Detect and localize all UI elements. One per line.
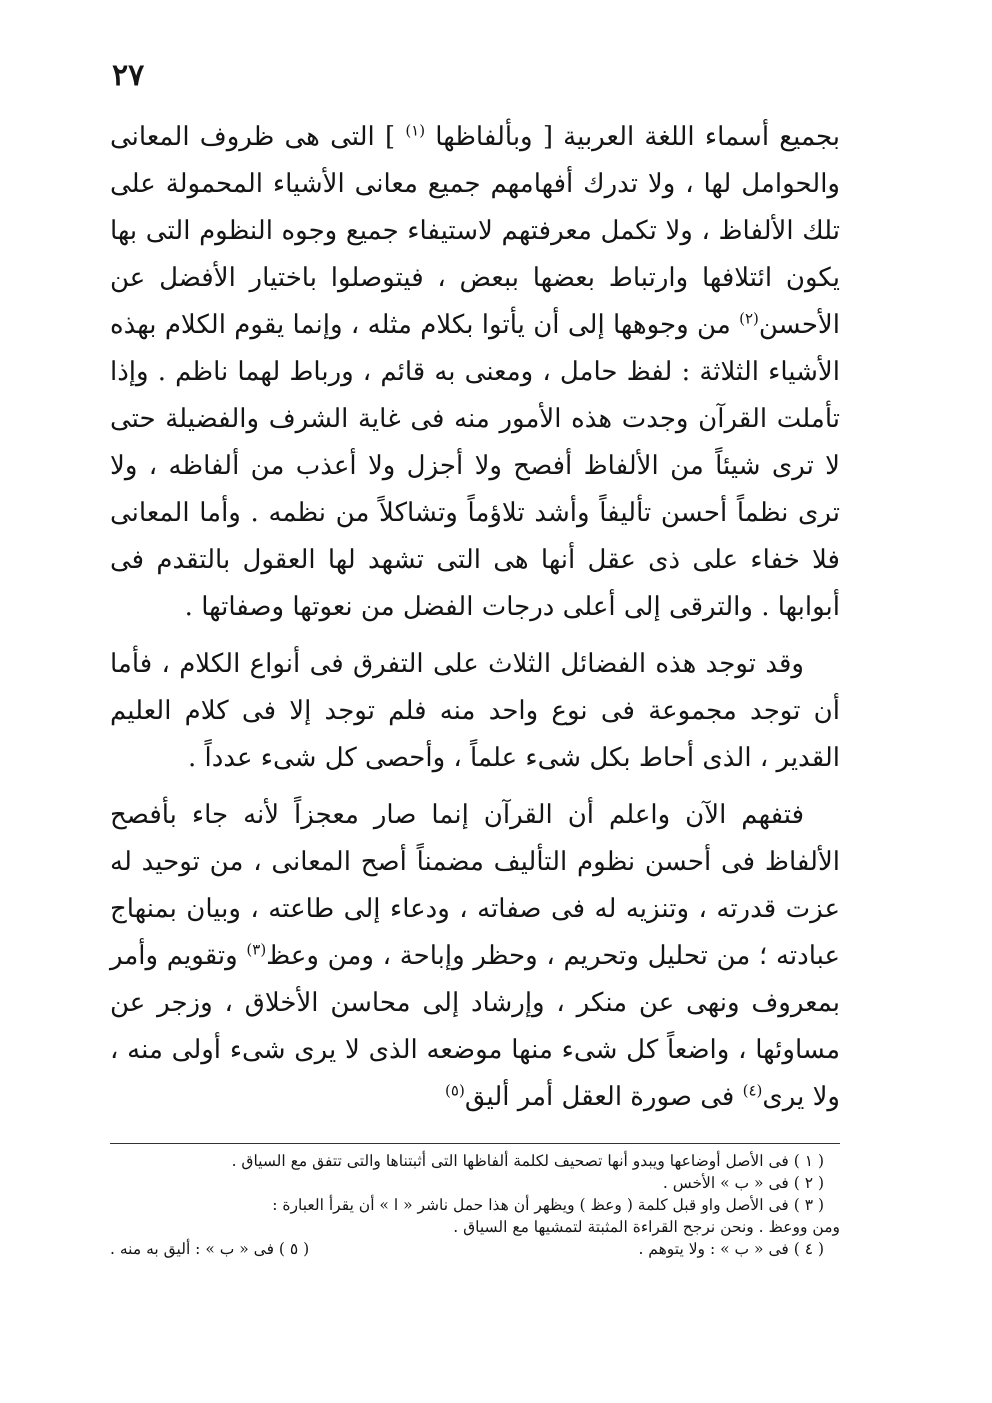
- footnote-5: ( ٥ ) فى « ب » : أليق به منه .: [110, 1240, 310, 1258]
- footnotes-4-5: [110, 1238, 840, 1260]
- footnote-ref-5: (٥): [445, 1081, 465, 1100]
- footnote-ref-4: (٤): [742, 1081, 763, 1100]
- page-number: ٢٧: [112, 58, 145, 93]
- footnotes: [110, 1150, 840, 1260]
- footnote-2: ( ٢ ) فى « ب » الأخس .: [662, 1174, 824, 1192]
- paragraph-2: وقد توجد هذه الفضائل الثلاث على التفرق فى أنواع الكلام ، فأما أن توجد مجموعة فى نوع واحد منه فلم توجد إلا فى كلام العليم القدير ، الذى أحاط بكل شىء علماً ، وأحصى كل شىء عدداً .: [110, 649, 840, 773]
- paragraph-text: ] التى هى ظروف المعانى والحوامل لها ، ولا تدرك أفهامهم جميع معانى الأشياء المحمولة على تلك الألفاظ ، ولا تكمل معرفتهم لاستيفاء جميع وجوه النظوم التى بها يكون ائتلافها وارتباط بعضها ببعض ، فيتوصلوا باختيار الأفضل عن الأحسن: [110, 122, 840, 340]
- footnote-3: ( ٣ ) فى الأصل واو قبل كلمة ( وعظ ) ويظهر أن هذا حمل ناشر « ا » أن يقرأ العبارة :: [272, 1196, 824, 1214]
- paragraph-1: [110, 114, 840, 631]
- footnote-4: ( ٤ ) فى « ب » : ولا يتوهم .: [638, 1240, 824, 1258]
- footnote-ref-3: (٣): [246, 940, 267, 959]
- footnote-1: ( ١ ) فى الأصل أوضاعها ويبدو أنها تصحيف لكلمة ألفاظها التى أثبتناها والتى تتفق مع السياق .: [231, 1152, 824, 1170]
- paragraph-text: من وجوهها إلى أن يأتوا بكلام مثله ، وإنما يقوم الكلام بهذه الأشياء الثلاثة : لفظ حامل ، ومعنى به قائم ، ورباط لهما ناظم . وإذا تأملت القرآن وجدت هذه الأمور منه فى غاية الشرف والفضيلة حتى لا ترى شيئاً من الألفاظ أفصح ولا أجزل ولا أعذب من ألفاظه ، ولا ترى نظماً أحسن تأليفاً وأشد تلاؤماً وتشاكلاً من نظمه . وأما المعانى فلا خفاء على ذى عقل أنها هى التى تشهد لها العقول بالتقدم فى أبوابها . والترقى إلى أعلى درجات الفضل من نعوتها وصفاتها .: [110, 310, 840, 622]
- paragraph-text: فى صورة العقل أمر أليق: [464, 1082, 743, 1112]
- footnote-3-continued: ومن ووعظ . ونحن نرجح القراءة المثبتة لتمشيها مع السياق .: [453, 1218, 840, 1236]
- paragraph-3: [110, 792, 840, 1121]
- footnote-ref-1: (١): [405, 121, 426, 140]
- main-text: [110, 114, 840, 1121]
- paragraph-text: وتقويم وأمر بمعروف ونهى عن منكر ، وإرشاد إلى محاسن الأخلاق ، وزجر عن مساوئها ، واضعاً كل شىء منها موضعه الذى لا يرى شىء أولى منه ، ولا يرى: [110, 941, 840, 1112]
- paragraph-text: فتفهم الآن واعلم أن القرآن إنما صار معجزاً لأنه جاء بأفصح الألفاظ فى أحسن نظوم التأليف مضمناً أصح المعانى ، من توحيد له عزت قدرته ، وتنزيه له فى صفاته ، ودعاء إلى طاعته ، وبيان بمنهاج عبادته ؛ من تحليل وتحريم ، وحظر وإباحة ، ومن وعظ: [110, 800, 840, 971]
- paragraph-text: بجميع أسماء اللغة العربية [ وبألفاظها: [425, 122, 840, 152]
- footnote-ref-2: (٢): [739, 309, 759, 328]
- footnote-divider: [110, 1143, 840, 1144]
